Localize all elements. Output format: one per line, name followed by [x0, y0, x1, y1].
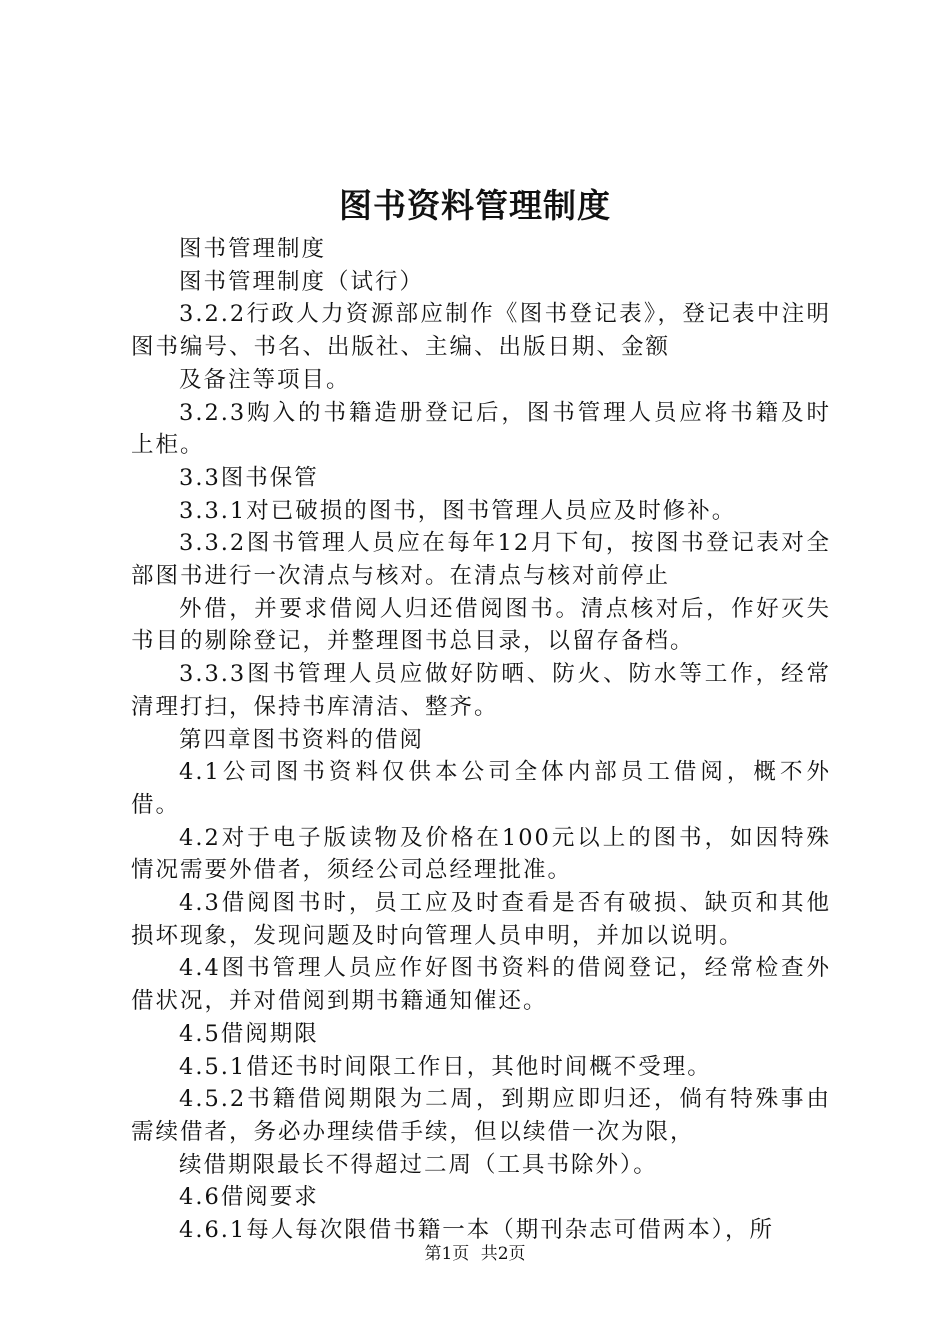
- page-number: 第1页: [424, 1244, 470, 1264]
- paragraph: 4.5借阅期限: [179, 1020, 319, 1047]
- paragraph: 及备注等项目。: [179, 366, 351, 393]
- paragraph: 4.4图书管理人员应作好图书资料的借阅登记，经常检查外借状况，并对借阅到期书籍通知催还。: [131, 955, 831, 1015]
- page-title: 图书资料管理制度: [339, 186, 611, 225]
- paragraph: 4.1公司图书资料仅供本公司全体内部员工借阅，概不外借。: [131, 759, 831, 818]
- paragraph: 4.6借阅要求: [179, 1184, 319, 1211]
- page-footer: [0, 1242, 950, 1266]
- paragraph: 3.2.3购入的书籍造册登记后，图书管理人员应将书籍及时上柜。: [131, 399, 831, 459]
- paragraph: 4.2对于电子版读物及价格在100元以上的图书，如因特殊情况需要外借者，须经公司总经理批准。: [131, 824, 831, 884]
- paragraph: 4.5.1借还书时间限工作日，其他时间概不受理。: [179, 1053, 712, 1080]
- paragraph: 4.3借阅图书时，员工应及时查看是否有破损、缺页和其他损坏现象，发现问题及时向管理人员申明，并加以说明。: [131, 890, 831, 949]
- paragraph: 4.5.2书籍借阅期限为二周，到期应即归还，倘有特殊事由需续借者，务必办理续借手续，但以续借一次为限，: [131, 1086, 831, 1145]
- paragraph: 3.2.2行政人力资源部应制作《图书登记表》，登记表中注明图书编号、书名、出版社、主编、出版日期、金额: [131, 301, 831, 361]
- paragraph: 3.3.3图书管理人员应做好防晒、防火、防水等工作，经常清理打扫，保持书库清洁、整齐。: [131, 661, 831, 720]
- paragraph: 图书管理制度（试行）: [179, 268, 425, 295]
- page-total: 共2页: [480, 1244, 526, 1264]
- paragraph: 第四章图书资料的借阅: [179, 726, 425, 753]
- paragraph: 3.3图书保管: [179, 464, 319, 491]
- paragraph: 外借，并要求借阅人归还借阅图书。清点核对后，作好灭失书目的剔除登记，并整理图书总目录，以留存备档。: [131, 595, 831, 655]
- paragraph: 图书管理制度: [179, 236, 327, 262]
- document-body: [131, 233, 831, 1247]
- paragraph: 3.3.1对已破损的图书，图书管理人员应及时修补。: [179, 497, 737, 524]
- paragraph: 4.6.1每人每次限借书籍一本（期刊杂志可借两本），所: [179, 1217, 775, 1244]
- paragraph: 3.3.2图书管理人员应在每年12月下旬，按图书登记表对全部图书进行一次清点与核对。在清点与核对前停止: [131, 530, 831, 590]
- paragraph: 续借期限最长不得超过二周（工具书除外）。: [179, 1151, 658, 1178]
